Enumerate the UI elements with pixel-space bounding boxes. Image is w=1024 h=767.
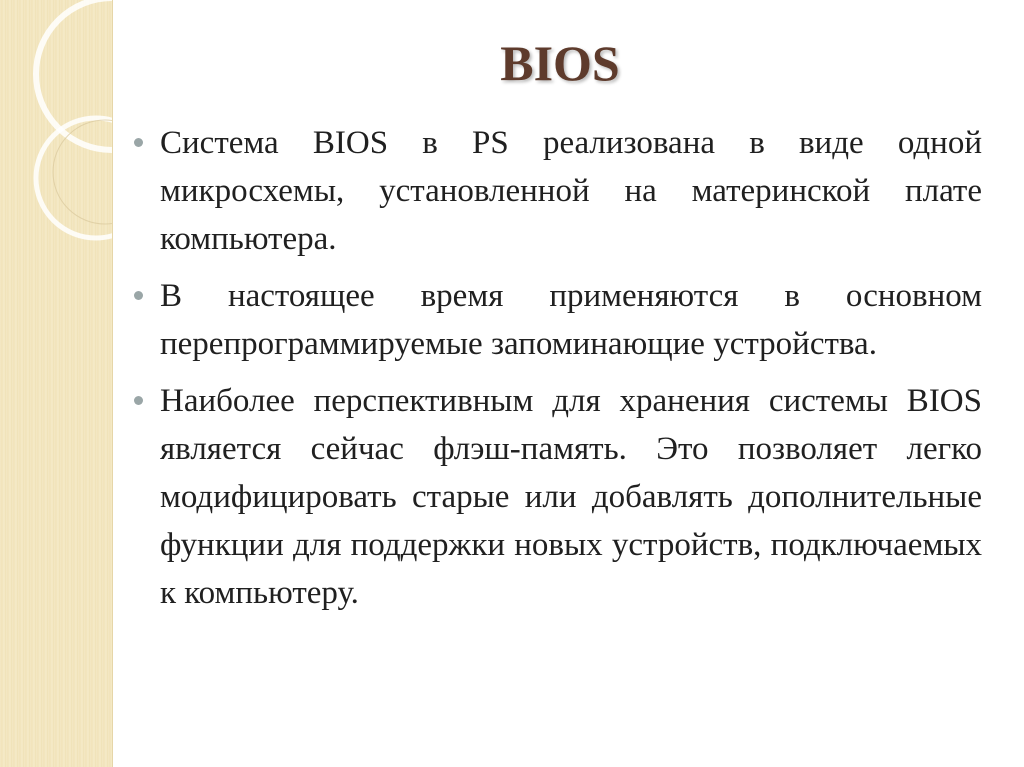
decorative-circle-medium [36, 118, 112, 238]
decorative-circles [0, 0, 112, 767]
bullet-text-3: Наиболее перспективным для хранения системы BIOS является сейчас флэш-память. Это позволяет легко модифицировать старые или добавлять дополнительные функции для поддержки новых устройств, подключаемых к компьютеру. [160, 383, 982, 611]
bullet-list [160, 119, 982, 626]
bullet-icon [134, 396, 143, 405]
decorative-circle-outline [53, 120, 112, 224]
decorative-side-strip [0, 0, 113, 767]
bullet-item-1 [160, 119, 982, 263]
bullet-icon [134, 138, 143, 147]
slide-title: BIOS [500, 35, 620, 91]
bullet-item-3 [160, 377, 982, 617]
bullet-text-2: В настоящее время применяются в основном перепрограммируемые запоминающие устройства. [160, 278, 982, 362]
bullet-item-2 [160, 272, 982, 368]
bullet-icon [134, 291, 143, 300]
decorative-circle-large [36, 0, 112, 150]
bullet-text-1: Система BIOS в PS реализована в виде одной микросхемы, установленной на материнской плате компьютера. [160, 125, 982, 257]
